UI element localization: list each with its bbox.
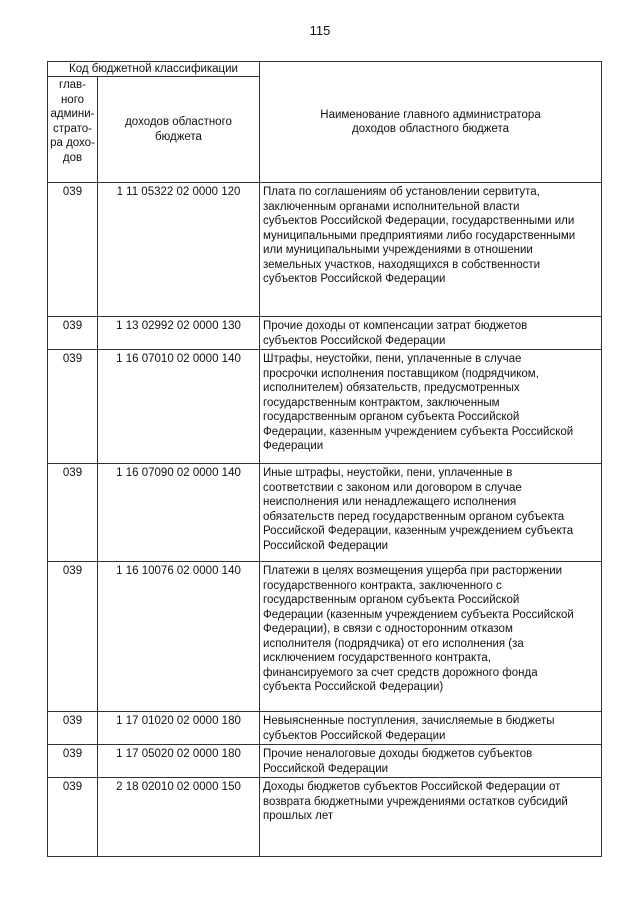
- cell-code: 1 16 10076 02 0000 140: [98, 562, 260, 712]
- table-row: [48, 778, 602, 857]
- cell-name: Платежи в целях возмещения ущерба при расторжении государственного контракта, заключенного с государственным органом субъекта Российской Федерации (казенным учреждением субъекта Российской Федерации), в связи с односторонним отказом исполнителя (подрядчика) от его исполнения (за исключением государственного контракта, финансируемого за счет средств дорожного фонда субъекта Российской Федерации): [260, 562, 602, 712]
- cell-code: 1 17 05020 02 0000 180: [98, 745, 260, 778]
- cell-name: Штрафы, неустойки, пени, уплаченные в случае просрочки исполнения поставщиком (подрядчиком, исполнителем) обязательств, предусмотренных государственным контрактом, заключенным государственным органом субъекта Российской Федерации, казенным учреждением субъекта Российской Федерации: [260, 350, 602, 464]
- table-row: [48, 317, 602, 350]
- cell-admin: 039: [48, 464, 98, 562]
- cell-admin: 039: [48, 778, 98, 857]
- cell-name: Прочие неналоговые доходы бюджетов субъектов Российской Федерации: [260, 745, 602, 778]
- cell-name: Невыясненные поступления, зачисляемые в бюджеты субъектов Российской Федерации: [260, 712, 602, 745]
- cell-code: 1 16 07010 02 0000 140: [98, 350, 260, 464]
- table-header-row: [48, 62, 602, 77]
- header-main-administrator: глав- ного админи- страто- ра дохо- дов: [48, 77, 98, 183]
- cell-admin: 039: [48, 745, 98, 778]
- cell-admin: 039: [48, 562, 98, 712]
- cell-admin: 039: [48, 183, 98, 317]
- cell-admin: 039: [48, 350, 98, 464]
- cell-code: 1 16 07090 02 0000 140: [98, 464, 260, 562]
- cell-name: Доходы бюджетов субъектов Российской Федерации от возврата бюджетными учреждениями остатков субсидий прошлых лет: [260, 778, 602, 857]
- table-row: [48, 712, 602, 745]
- table-row: [48, 464, 602, 562]
- header-administrator-name: Наименование главного администратора доходов областного бюджета: [260, 62, 602, 183]
- cell-code: 1 17 01020 02 0000 180: [98, 712, 260, 745]
- header-revenue-code: доходов областного бюджета: [98, 77, 260, 183]
- table-row: [48, 562, 602, 712]
- page-number: 115: [309, 23, 331, 38]
- cell-code: 2 18 02010 02 0000 150: [98, 778, 260, 857]
- cell-name: Плата по соглашениям об установлении сервитута, заключенным органами исполнительной власти субъектов Российской Федерации, государственными или муниципальными предприятиями либо государственными или муниципальными учреждениями в отношении земельных участков, находящихся в собственности субъектов Российской Федерации: [260, 183, 602, 317]
- cell-name: Иные штрафы, неустойки, пени, уплаченные в соответствии с законом или договором в случае неисполнения или ненадлежащего исполнения обязательств перед государственным органом субъекта Российской Федерации, казенным учреждением субъекта Российской Федерации: [260, 464, 602, 562]
- budget-classification-table: [47, 61, 602, 857]
- table-row: [48, 183, 602, 317]
- cell-code: 1 11 05322 02 0000 120: [98, 183, 260, 317]
- cell-admin: 039: [48, 712, 98, 745]
- cell-name: Прочие доходы от компенсации затрат бюджетов субъектов Российской Федерации: [260, 317, 602, 350]
- header-budget-classification-code: Код бюджетной классификации: [48, 62, 260, 77]
- cell-admin: 039: [48, 317, 98, 350]
- table-row: [48, 745, 602, 778]
- table-row: [48, 350, 602, 464]
- cell-code: 1 13 02992 02 0000 130: [98, 317, 260, 350]
